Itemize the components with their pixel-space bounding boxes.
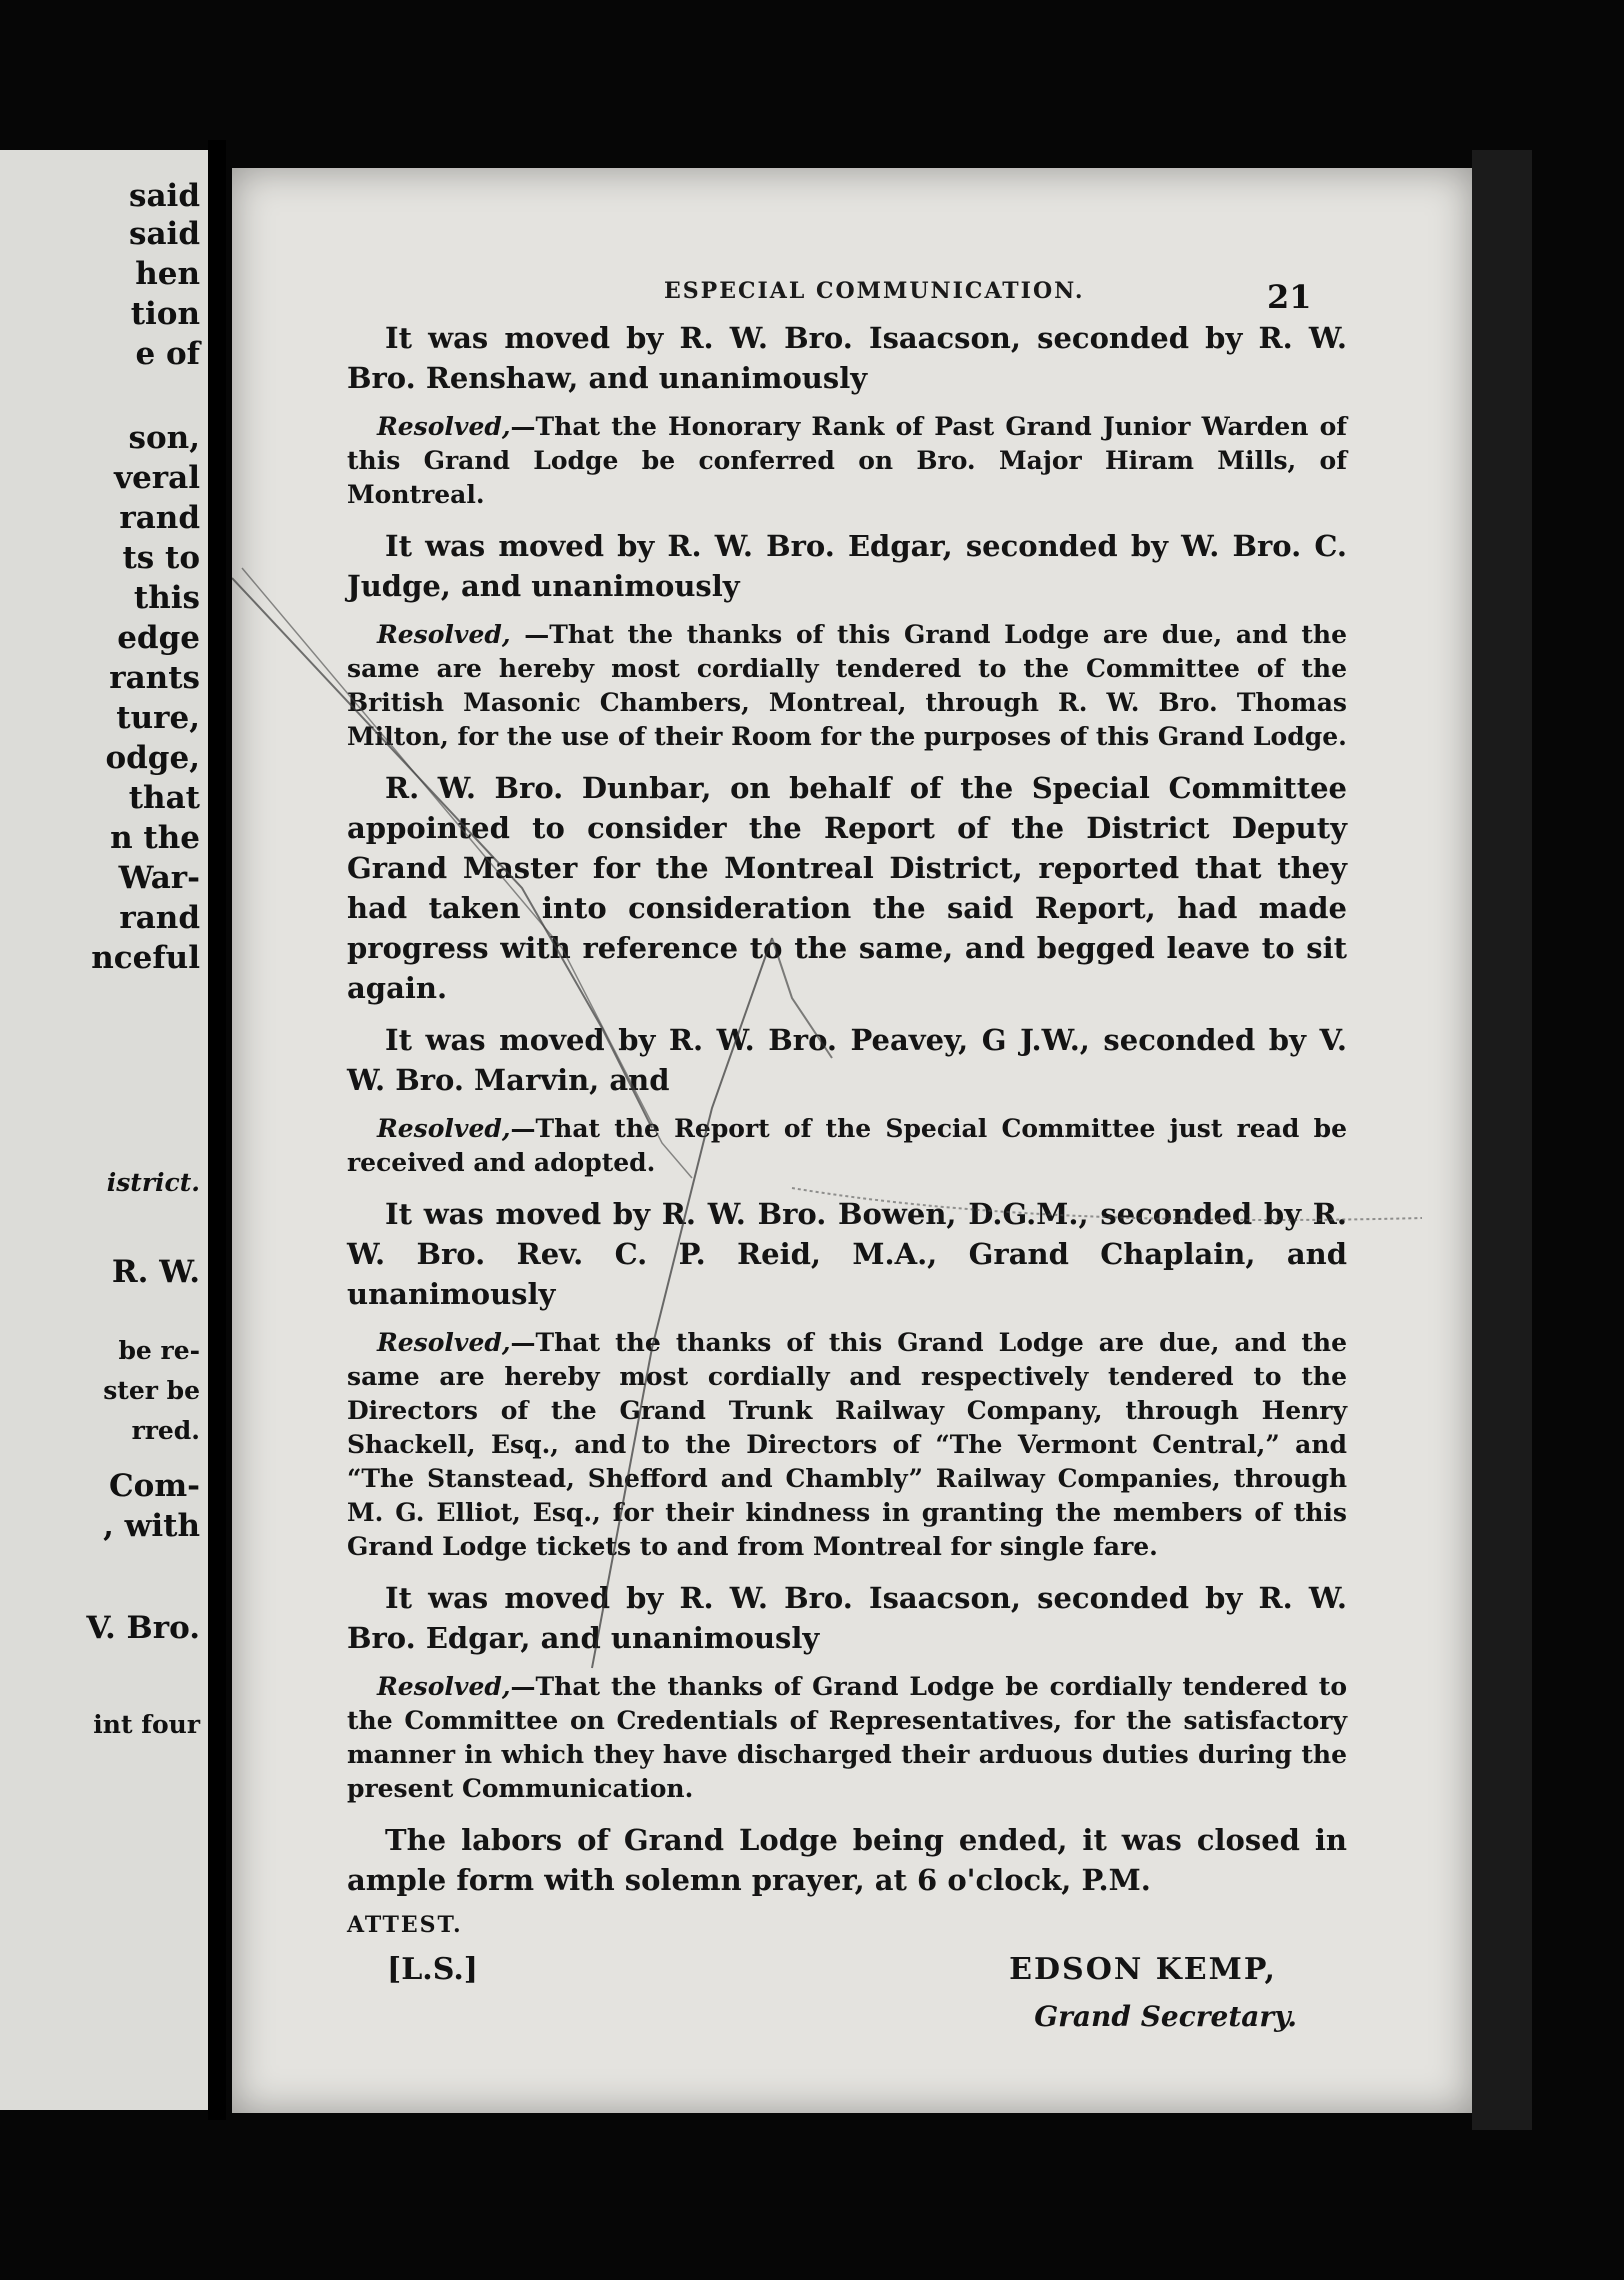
left-page-fragment bbox=[0, 150, 208, 2110]
left-page-line: rred. bbox=[131, 1416, 200, 1445]
left-page-line: veral bbox=[114, 460, 200, 496]
paragraph-text: R. W. Bro. Dunbar, on behalf of the Special Committee appointed to consider the Report of the District Deputy Grand Master for the Montreal District, reported that they had taken into consideration the said Report, had made progress with reference to the same, and begged leave to sit again. bbox=[347, 771, 1347, 1005]
left-page-line: ster be bbox=[103, 1376, 200, 1405]
left-page-line: that bbox=[128, 780, 200, 816]
left-page-line: ture, bbox=[116, 700, 200, 736]
motion-paragraph bbox=[347, 1578, 1347, 1658]
resolution-paragraph bbox=[347, 1670, 1347, 1806]
resolution-paragraph bbox=[347, 618, 1347, 754]
attest-label: ATTEST. bbox=[347, 1912, 463, 1938]
paragraph-text: —That the Report of the Special Committee just read be received and adopted. bbox=[347, 1114, 1347, 1177]
signatory-name: EDSON KEMP, bbox=[1009, 1952, 1277, 1987]
left-page-line: istrict. bbox=[106, 1168, 200, 1197]
left-page-line: hen bbox=[135, 256, 200, 292]
left-page-line: War- bbox=[118, 860, 200, 896]
left-page-line: , with bbox=[103, 1508, 200, 1544]
motion-paragraph bbox=[347, 768, 1347, 1008]
paragraph-text: —That the Honorary Rank of Past Grand Junior Warden of this Grand Lodge be conferred on Bro. Major Hiram Mills, of Montreal. bbox=[347, 412, 1347, 509]
paragraph-text: It was moved by R. W. Bro. Isaacson, seconded by R. W. Bro. Edgar, and unanimously bbox=[347, 1581, 1347, 1655]
left-page-line: e of bbox=[135, 336, 200, 372]
resolution-paragraph bbox=[347, 410, 1347, 512]
left-page-line: be re- bbox=[118, 1336, 200, 1365]
left-page-line: tion bbox=[130, 296, 200, 332]
left-page-line: odge, bbox=[105, 740, 200, 776]
paragraph-text: It was moved by R. W. Bro. Isaacson, seconded by R. W. Bro. Renshaw, and unanimously bbox=[347, 321, 1347, 395]
resolution-paragraph bbox=[347, 1326, 1347, 1564]
page-number: 21 bbox=[1267, 278, 1312, 316]
resolved-lead: Resolved, bbox=[377, 620, 511, 649]
paragraph-text: —That the thanks of this Grand Lodge are due, and the same are hereby most cordially tendered to the Committee of the British Masonic Chambers, Montreal, through R. W. Bro. Thomas Milton, for the use of their Room for the purposes of this Grand Lodge. bbox=[347, 620, 1347, 751]
left-page-line: son, bbox=[128, 420, 200, 456]
paragraph-text: —That the thanks of this Grand Lodge are due, and the same are hereby most cordially and respectively tendered to the Directors of the Grand Trunk Railway Company, through Henry Shackell, Esq., and to the Directors of “The Vermont Central,” and “The Stanstead, Shefford and Chambly” Railway Companies, through M. G. Elliot, Esq., for their kindness in granting the members of this Grand Lodge tickets to and from Montreal for single fare. bbox=[347, 1328, 1347, 1561]
resolved-lead: Resolved, bbox=[377, 1114, 511, 1143]
motion-paragraph bbox=[347, 526, 1347, 606]
left-page-line: nceful bbox=[91, 940, 200, 976]
left-page-line: rand bbox=[119, 900, 200, 936]
paragraph-text: It was moved by R. W. Bro. Edgar, seconded by W. Bro. C. Judge, and unanimously bbox=[347, 529, 1347, 603]
left-page-line: rand bbox=[119, 500, 200, 536]
resolved-lead: Resolved, bbox=[377, 1672, 511, 1701]
left-page-line: V. Bro. bbox=[86, 1610, 200, 1646]
document-page bbox=[232, 168, 1472, 2113]
resolution-paragraph bbox=[347, 1112, 1347, 1180]
left-page-line: edge bbox=[117, 620, 200, 656]
left-page-line: int four bbox=[93, 1710, 200, 1739]
page-body bbox=[347, 318, 1347, 2072]
motion-paragraph bbox=[347, 1020, 1347, 1100]
left-page-line: n the bbox=[110, 820, 200, 856]
page-gutter bbox=[208, 140, 226, 2120]
paragraph-text: —That the thanks of Grand Lodge be cordially tendered to the Committee on Credentials of Representatives, for the satisfactory manner in which they have discharged their arduous duties during the present Communication. bbox=[347, 1672, 1347, 1803]
left-page-line: ts to bbox=[122, 540, 200, 576]
left-page-line: R. W. bbox=[111, 1254, 200, 1290]
paragraph-text: The labors of Grand Lodge being ended, it was closed in ample form with solemn prayer, at 6 o'clock, P.M. bbox=[347, 1823, 1347, 1897]
motion-paragraph bbox=[347, 1194, 1347, 1314]
running-header: ESPECIAL COMMUNICATION. bbox=[664, 278, 1085, 304]
left-page-line: rants bbox=[109, 660, 200, 696]
signatory-title: Grand Secretary. bbox=[1034, 2000, 1297, 2033]
left-page-line: said bbox=[129, 216, 200, 252]
right-film-edge bbox=[1472, 150, 1532, 2130]
paragraph-text: It was moved by R. W. Bro. Bowen, D.G.M., seconded by R. W. Bro. Rev. C. P. Reid, M.A., Grand Chaplain, and unanimously bbox=[347, 1197, 1347, 1311]
left-page-line: said bbox=[129, 178, 200, 214]
seal-mark: [L.S.] bbox=[387, 1952, 478, 1987]
signature-block bbox=[347, 1952, 1347, 2072]
resolved-lead: Resolved, bbox=[377, 1328, 511, 1357]
left-page-line: this bbox=[133, 580, 200, 616]
motion-paragraph bbox=[347, 318, 1347, 398]
paragraph-text: It was moved by R. W. Bro. Peavey, G J.W., seconded by V. W. Bro. Marvin, and bbox=[347, 1023, 1347, 1097]
motion-paragraph bbox=[347, 1820, 1347, 1900]
left-page-line: Com- bbox=[108, 1468, 200, 1504]
resolved-lead: Resolved, bbox=[377, 412, 511, 441]
